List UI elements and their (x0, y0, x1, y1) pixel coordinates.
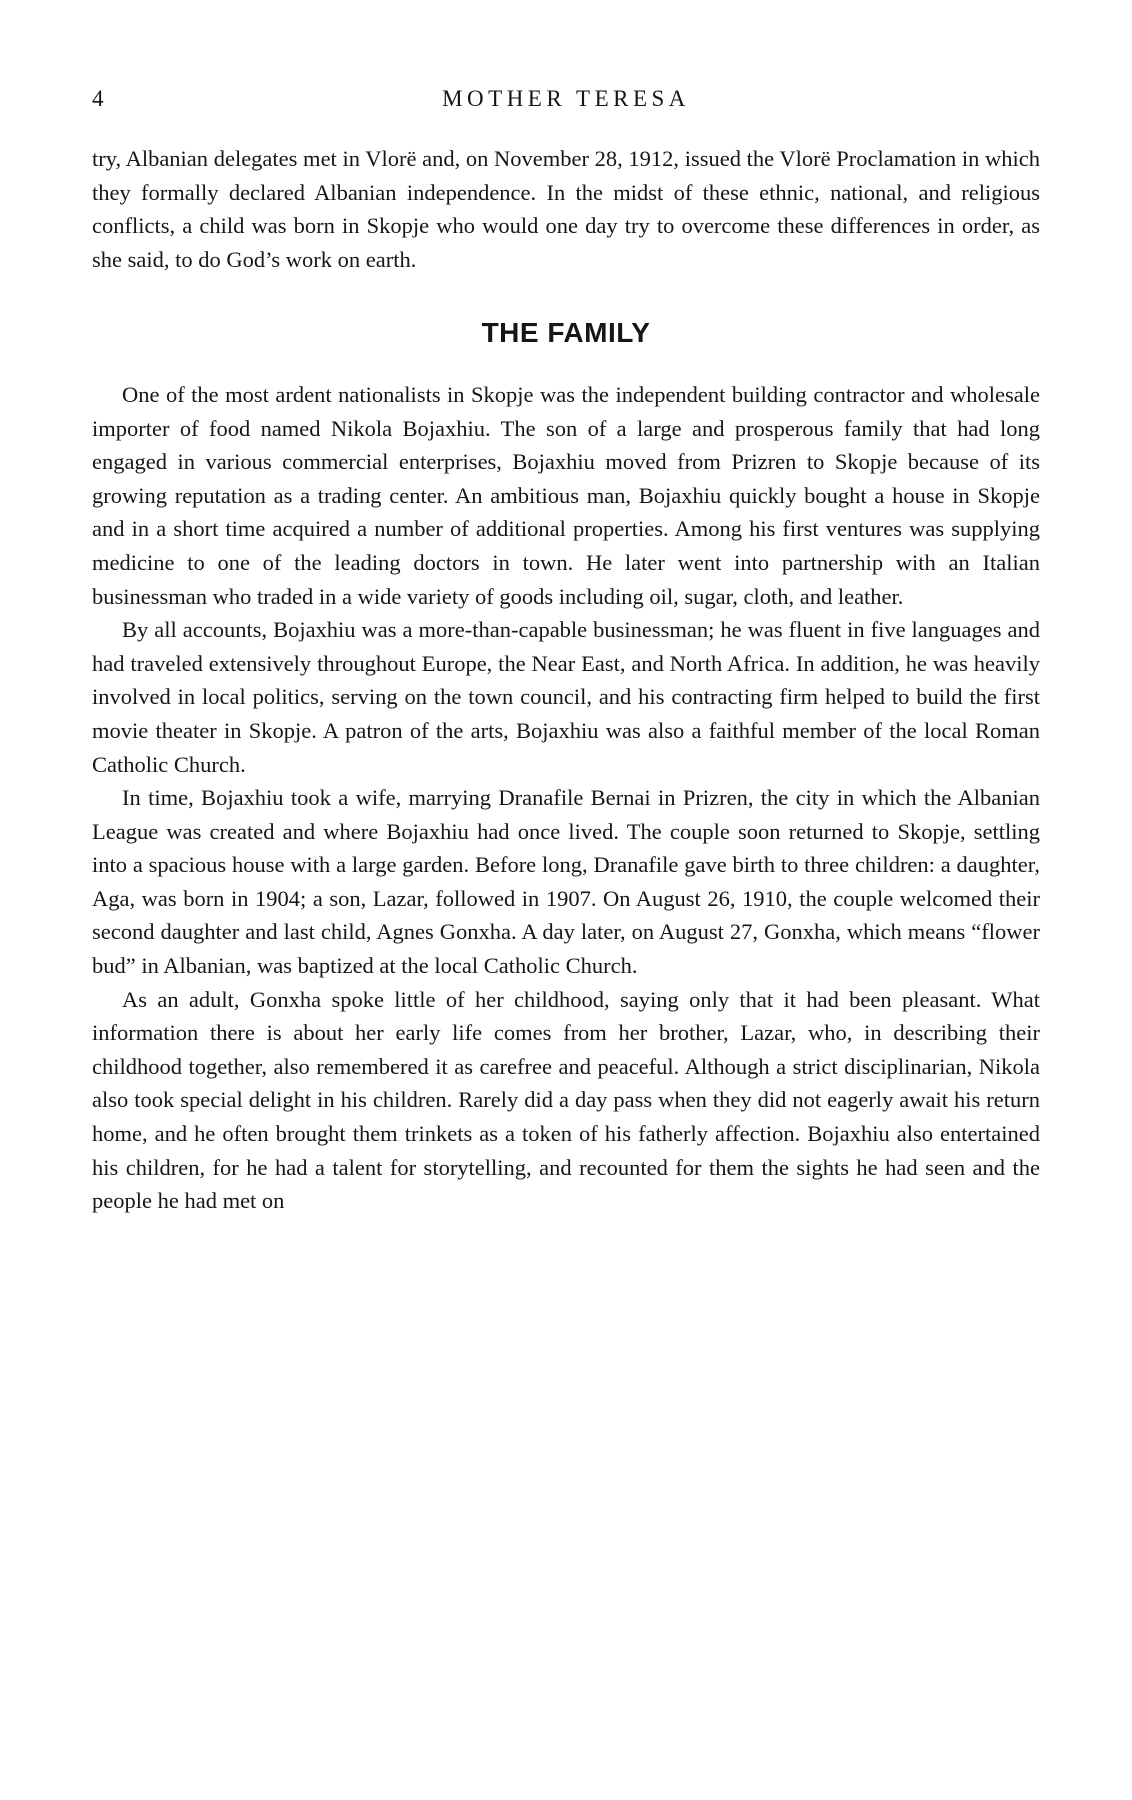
running-header: MOTHER TERESA (442, 86, 690, 111)
body-text (92, 142, 1040, 1218)
body-paragraph: In time, Bojaxhiu took a wife, marrying Dranafile Bernai in Prizren, the city in which the Albanian League was created and where Bojaxhiu had once lived. The couple soon returned to Skopje, settling into a spacious house with a large garden. Before long, Dranafile gave birth to three children: a daughter, Aga, was born in 1904; a son, Lazar, followed in 1907. On August 26, 1910, the couple welcomed their second daughter and last child, Agnes Gonxha. A day later, on August 27, Gonxha, which means “flower bud” in Albanian, was baptized at the local Catholic Church. (92, 785, 1040, 979)
body-paragraph: By all accounts, Bojaxhiu was a more-than-capable businessman; he was fluent in five languages and had traveled extensively throughout Europe, the Near East, and North Africa. In addition, he was heavily involved in local politics, serving on the town council, and his contracting firm helped to build the first movie theater in Skopje. A patron of the arts, Bojaxhiu was also a faithful member of the local Roman Catholic Church. (92, 617, 1040, 777)
section-heading: THE FAMILY (481, 317, 651, 349)
body-paragraph: One of the most ardent nationalists in Skopje was the independent building contractor and wholesale importer of food named Nikola Bojaxhiu. The son of a large and prosperous family that had long engaged in various commercial enterprises, Bojaxhiu moved from Prizren to Skopje because of its growing reputation as a trading center. An ambitious man, Bojaxhiu quickly bought a house in Skopje and in a short time acquired a number of additional properties. Among his first ventures was supplying medicine to one of the leading doctors in town. He later went into partnership with an Italian businessman who traded in a wide variety of goods including oil, sugar, cloth, and leather. (92, 381, 1040, 609)
body-paragraph: As an adult, Gonxha spoke little of her childhood, saying only that it had been pleasant. What information there is about her early life comes from her brother, Lazar, who, in describing their childhood together, also remembered it as carefree and peaceful. Although a strict disciplinarian, Nikola also took special delight in his children. Rarely did a day pass when they did not eagerly await his return home, and he often brought them trinkets as a token of his fatherly affection. Bojaxhiu also entertained his children, for he had a talent for storytelling, and recounted for them the sights he had seen and the people he had met on (92, 986, 1040, 1214)
body-paragraph-continuation: try, Albanian delegates met in Vlorë and, on November 28, 1912, issued the Vlorë Proclamation in which they formally declared Albanian independence. In the midst of these ethnic, national, and religious conflicts, a child was born in Skopje who would one day try to overcome these differences in order, as she said, to do God’s work on earth. (92, 146, 1040, 272)
page-header (92, 82, 1040, 116)
page-number: 4 (92, 86, 104, 111)
